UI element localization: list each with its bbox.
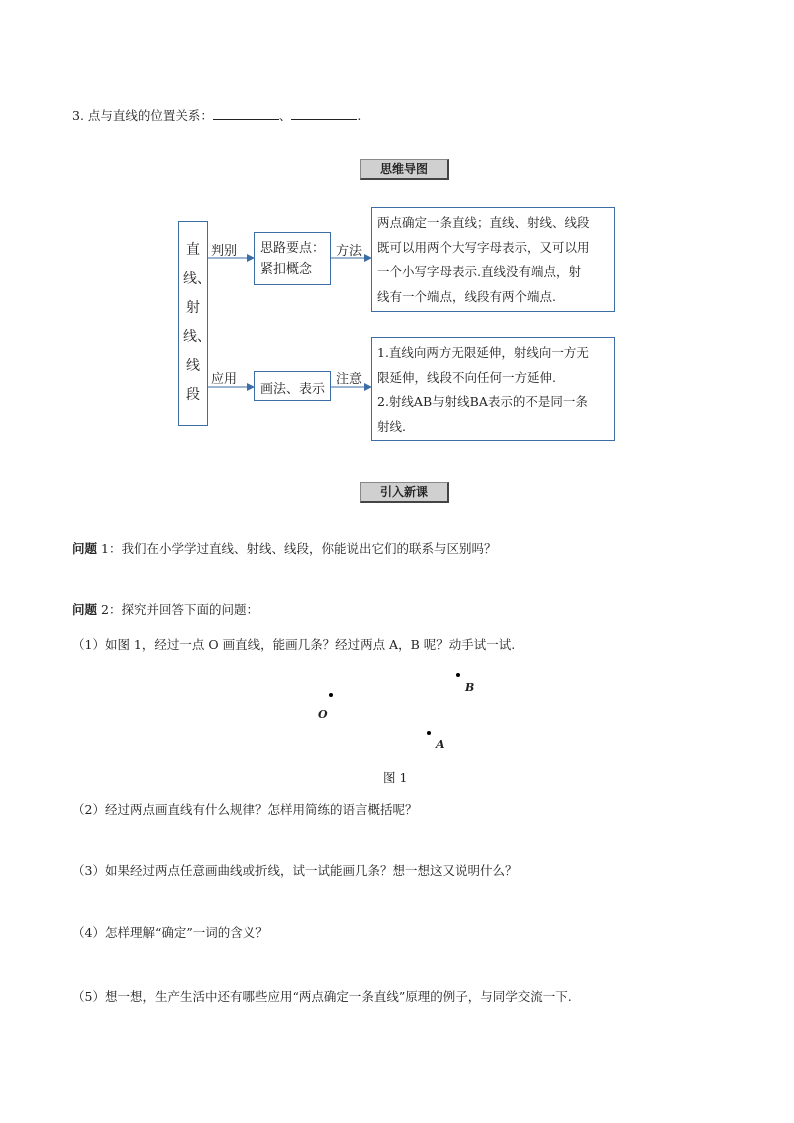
point-a-dot: [427, 731, 431, 735]
branch2-node: [254, 371, 331, 401]
point-o-label: O: [318, 708, 328, 721]
root-char: 线、: [183, 271, 211, 287]
branch1-node: [254, 232, 331, 285]
point-a-label: A: [436, 738, 445, 751]
question-3-separator: 、: [278, 108, 292, 123]
branch1-text-line: 一个小写字母表示.直线没有端点，射: [377, 264, 581, 279]
question-1-text: 1：我们在小学学过直线、射线、线段，你能说出它们的联系与区别吗？: [97, 541, 497, 556]
point-o-dot: [329, 693, 333, 697]
branch2-text-line: 2.射线AB与射线BA表示的不是同一条: [377, 394, 588, 409]
branch1-text-line: 既可以用两个大写字母表示，又可以用: [377, 239, 590, 255]
branch2-edge-label: 注意: [336, 372, 363, 387]
question-2-label: 问题: [72, 602, 98, 617]
sub-question-3: （3）如果经过两点任意画曲线或折线，试一试能画几条？想一想这又说明什么？: [72, 863, 518, 878]
mindmap-root-label: [183, 236, 211, 410]
root-char: 射: [186, 300, 200, 316]
root-char: 直: [186, 242, 200, 258]
branch1-edge-label: 方法: [336, 244, 363, 259]
question-1-label: 问题: [72, 541, 98, 556]
sub-question-1: （1）如图 1，经过一点 O 画直线，能画几条？经过两点 A，B 呢？动手试一试.: [72, 637, 516, 652]
branch2-text-box: [371, 337, 615, 441]
question-2-text: 2：探究并回答下面的问题：: [97, 602, 259, 617]
root-char: 线: [186, 358, 200, 374]
branch1-text-box: [371, 207, 615, 312]
branch2-text-line: 1.直线向两方无限延伸，射线向一方无: [377, 345, 589, 360]
question-1: [72, 536, 496, 561]
branch1-label: 判别: [211, 244, 238, 259]
question-3-prefix: 3. 点与直线的位置关系：: [72, 108, 213, 123]
branch2-label: 应用: [211, 372, 238, 387]
branch1-text-line: 线有一个端点，线段有两个端点.: [377, 288, 556, 304]
root-char: 段: [186, 387, 200, 403]
intro-title: 引入新课: [360, 482, 449, 503]
branch2-text-line: 射线.: [377, 418, 406, 434]
sub-question-5: （5）想一想，生产生活中还有哪些应用“两点确定一条直线”原理的例子，与同学交流一下.: [72, 989, 572, 1004]
branch1-node-line: 紧扣概念: [260, 262, 313, 277]
branch1-text-line: 两点确定一条直线；直线、射线、线段: [377, 215, 590, 230]
branch2-text-line: 限延伸，线段不向任何一方延伸.: [377, 369, 556, 385]
point-b-dot: [456, 673, 460, 677]
question-2: [72, 597, 259, 622]
figure-caption: 图 1: [383, 770, 408, 785]
branch1-node-line: 思路要点：: [260, 241, 326, 256]
question-3-end: .: [357, 108, 362, 123]
root-char: 线、: [183, 329, 211, 345]
sub-question-4: （4）怎样理解“确定”一词的含义？: [72, 925, 268, 940]
sub-question-2: （2）经过两点画直线有什么规律？怎样用简练的语言概括呢？: [72, 802, 418, 817]
mindmap-title: 思维导图: [360, 159, 449, 180]
point-b-label: B: [465, 681, 475, 694]
branch2-node-label: 画法、表示: [260, 382, 326, 397]
